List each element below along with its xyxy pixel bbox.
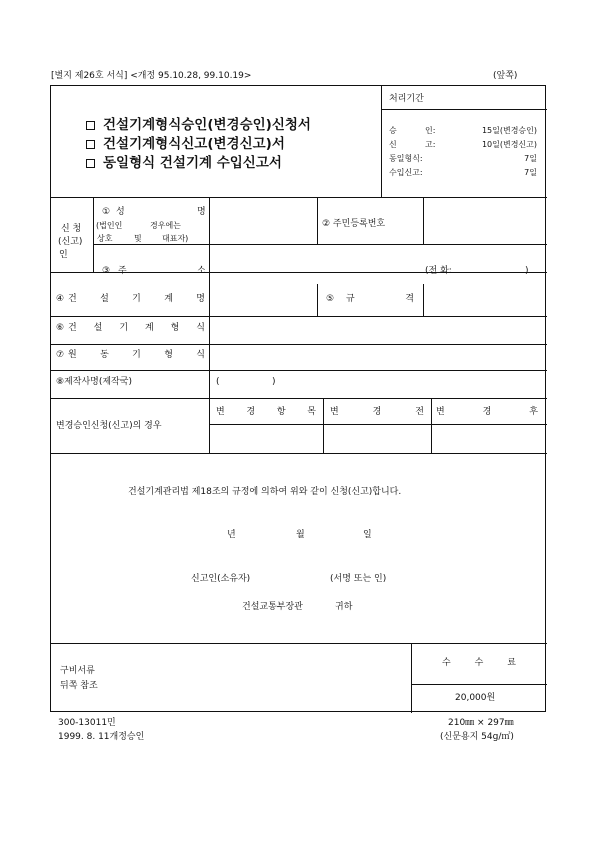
fee-label: 수 수 료	[442, 658, 516, 668]
phone-close: )	[525, 266, 529, 276]
row-line	[51, 398, 547, 399]
circled-number: ③	[102, 266, 111, 276]
applicant-group-label: 인	[59, 250, 68, 260]
recipient-suffix: 귀하	[335, 602, 353, 612]
phone-input[interactable]	[462, 262, 520, 276]
fee-value: 20,000원	[455, 693, 496, 703]
manufacturer-label: ⑧제작사명(제작국)	[56, 377, 132, 387]
name-note: 대표자)	[162, 234, 189, 243]
required-docs-note: 뒤쪽 참조	[60, 681, 98, 691]
circled-number: ⑤	[326, 294, 335, 304]
spec-label: 규 격	[346, 294, 414, 304]
col-line	[317, 197, 318, 244]
checkbox-icon[interactable]	[86, 121, 95, 130]
name-input[interactable]	[209, 197, 316, 243]
circled-number: ⑦	[56, 350, 65, 360]
applicant-group-label: 신 청	[61, 224, 82, 234]
change-section-label: 변경승인신청(신고)의 경우	[56, 421, 162, 431]
paper-size: 210㎜ × 297㎜	[448, 718, 514, 728]
engine-type-label: 원 동 기 형 식	[68, 350, 205, 360]
processing-divider	[381, 109, 547, 110]
resident-number-label: ② 주민등록번호	[322, 219, 386, 229]
change-before-input[interactable]	[323, 424, 430, 451]
machine-name-label: 건 설 기 계 명	[68, 294, 205, 304]
title-option-approval[interactable]: 건설기계형식승인(변경승인)신청서	[86, 119, 311, 133]
applicant-owner-label: 신고인(소유자)	[191, 574, 251, 584]
checkbox-icon[interactable]	[86, 159, 95, 168]
manufacturer-input[interactable]	[209, 370, 545, 396]
row-line	[51, 453, 547, 454]
date-month-label: 월	[296, 530, 305, 540]
machine-type-input[interactable]	[209, 316, 545, 343]
fee-divider	[411, 684, 547, 685]
circled-number: ⑥	[56, 323, 65, 333]
processing-label: 처리기간	[389, 94, 424, 104]
checkbox-icon[interactable]	[86, 140, 95, 149]
address-label: 주	[118, 266, 127, 276]
required-docs-label: 구비서류	[60, 666, 95, 676]
col-line	[381, 86, 382, 197]
paren: )	[272, 377, 276, 387]
name-label: 명	[197, 207, 206, 217]
row-line	[51, 643, 547, 644]
paper-spec: (신문용지 54g/㎡)	[440, 732, 514, 742]
machine-name-input[interactable]	[209, 272, 316, 315]
name-note: 및	[134, 234, 142, 243]
change-before-header: 변 경 전	[330, 407, 424, 417]
date-year-label: 년	[227, 530, 236, 540]
paren: (	[216, 377, 220, 387]
col-line	[317, 284, 318, 316]
signature-label: (서명 또는 인)	[330, 574, 387, 584]
name-note: (법인인	[96, 221, 123, 230]
name-label: 성	[116, 207, 125, 217]
change-after-header: 변 경 후	[436, 407, 538, 417]
applicant-group-label: (신고)	[58, 237, 83, 247]
approval-date: 1999. 8. 11개정승인	[58, 732, 145, 742]
address-label: 소	[197, 266, 206, 276]
col-line	[93, 197, 94, 272]
change-item-header: 변 경 항 목	[216, 407, 316, 417]
spec-input[interactable]	[423, 284, 545, 315]
form-code: 300-13011민	[58, 718, 116, 728]
page-side-label: (앞쪽)	[493, 71, 518, 81]
resident-number-input[interactable]	[423, 197, 545, 243]
machine-type-label: 건 설 기 계 형 식	[68, 323, 205, 333]
change-after-input[interactable]	[431, 424, 545, 451]
col-line	[411, 643, 412, 713]
title-option-report[interactable]: 건설기계형식신고(변경신고)서	[86, 138, 285, 152]
form-frame	[50, 85, 546, 712]
title-option-import[interactable]: 동일형식 건설기계 수입신고서	[86, 157, 282, 171]
circled-number: ①	[102, 207, 111, 217]
circled-number: ④	[56, 294, 65, 304]
name-note: 상호	[97, 234, 113, 243]
recipient-label: 건설교통부장관	[242, 602, 303, 612]
date-day-label: 일	[363, 530, 372, 540]
form-reference: [별지 제26호 서식] <개정 95.10.28, 99.10.19>	[51, 71, 252, 81]
change-item-input[interactable]	[209, 424, 322, 451]
engine-type-input[interactable]	[209, 344, 545, 369]
name-note: 경우에는	[150, 221, 181, 230]
address-input[interactable]	[209, 244, 409, 271]
declaration-statement: 건설기계관리법 제18조의 규정에 의하여 위와 같이 신청(신고)합니다.	[128, 487, 402, 497]
phone-label: (전 화:	[425, 266, 452, 276]
